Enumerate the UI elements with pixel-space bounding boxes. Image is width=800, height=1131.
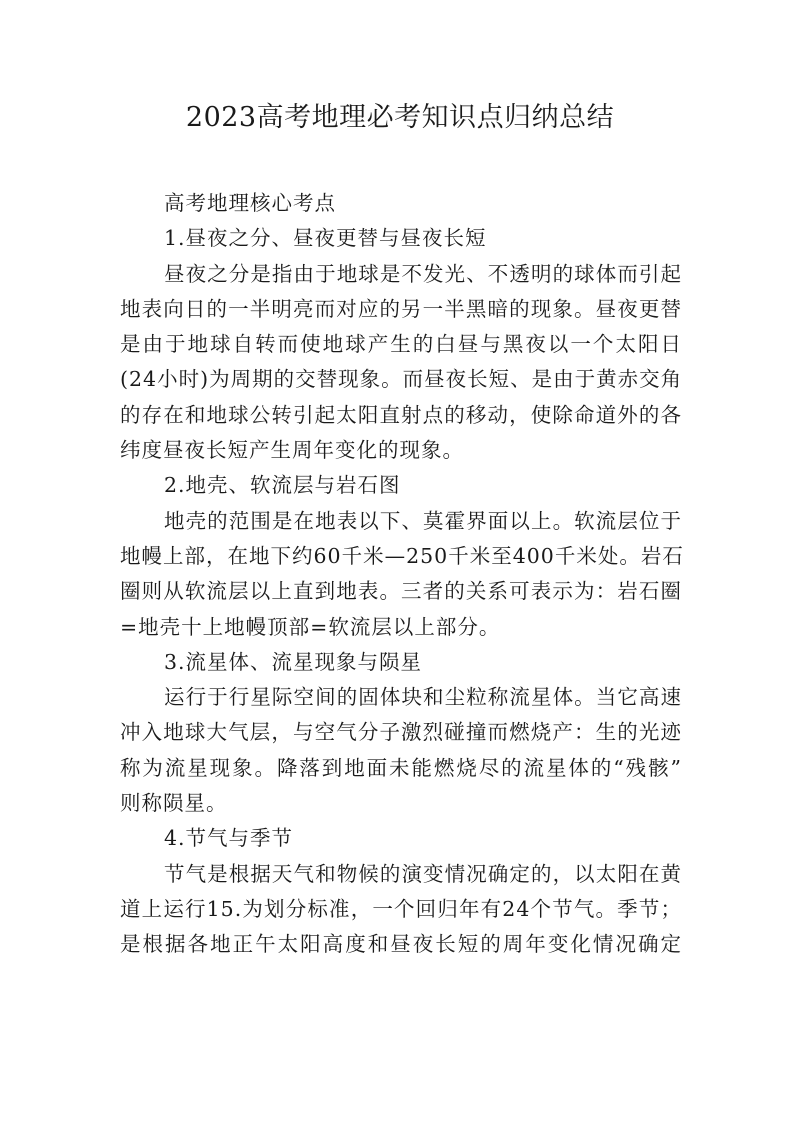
text-line: 1.昼夜之分、昼夜更替与昼夜长短 bbox=[164, 226, 487, 251]
text-line: 冲入地球大气层，与空气分子激烈碰撞而燃烧产：生的光迹 bbox=[120, 720, 682, 745]
text-line: 节气是根据天气和物候的演变情况确定的，以太阳在黄 bbox=[164, 861, 682, 886]
text-line: 的存在和地球公转引起太阳直射点的移动，使除命道外的各 bbox=[120, 402, 682, 427]
text-line: 地表向日的一半明亮而对应的另一半黑暗的现象。昼夜更替 bbox=[120, 296, 682, 321]
page-title: 2023高考地理必考知识点归纳总结 bbox=[185, 102, 615, 133]
text-line: 3.流星体、流星现象与陨星 bbox=[164, 649, 423, 674]
text-line: 纬度昼夜长短产生周年变化的现象。 bbox=[120, 438, 464, 463]
text-line: (24小时)为周期的交替现象。而昼夜长短、是由于黄赤交角 bbox=[120, 367, 683, 392]
text-line: 2.地壳、软流层与岩石图 bbox=[164, 473, 401, 498]
text-line: 地壳的范围是在地表以下、莫霍界面以上。软流层位于 bbox=[164, 508, 682, 533]
text-line: 昼夜之分是指由于地球是不发光、不透明的球体而引起 bbox=[164, 261, 682, 286]
text-line: 4.节气与季节 bbox=[164, 826, 294, 851]
text-line: 道上运行15.为划分标准，一个回归年有24个节气。季节； bbox=[120, 896, 682, 921]
text-line: 运行于行星际空间的固体块和尘粒称流星体。当它高速 bbox=[164, 685, 682, 710]
document-body bbox=[120, 186, 682, 963]
text-line: 圈则从软流层以上直到地表。三者的关系可表示为：岩石圈 bbox=[120, 579, 682, 604]
text-line: 地幔上部，在地下约60千米—250千米至400千米处。岩石 bbox=[120, 543, 684, 568]
text-line: =地壳十上地幔顶部=软流层以上部分。 bbox=[120, 614, 501, 639]
text-line: 则称陨星。 bbox=[120, 791, 228, 816]
text-line: 是根据各地正午太阳高度和昼夜长短的周年变化情况确定 bbox=[120, 932, 682, 957]
text-line: 称为流星现象。降落到地面未能燃烧尽的流星体的“残骸” bbox=[120, 755, 682, 780]
text-line: 高考地理核心考点 bbox=[164, 191, 336, 215]
text-line: 是由于地球自转而使地球产生的白昼与黑夜以一个太阳日 bbox=[120, 332, 682, 357]
